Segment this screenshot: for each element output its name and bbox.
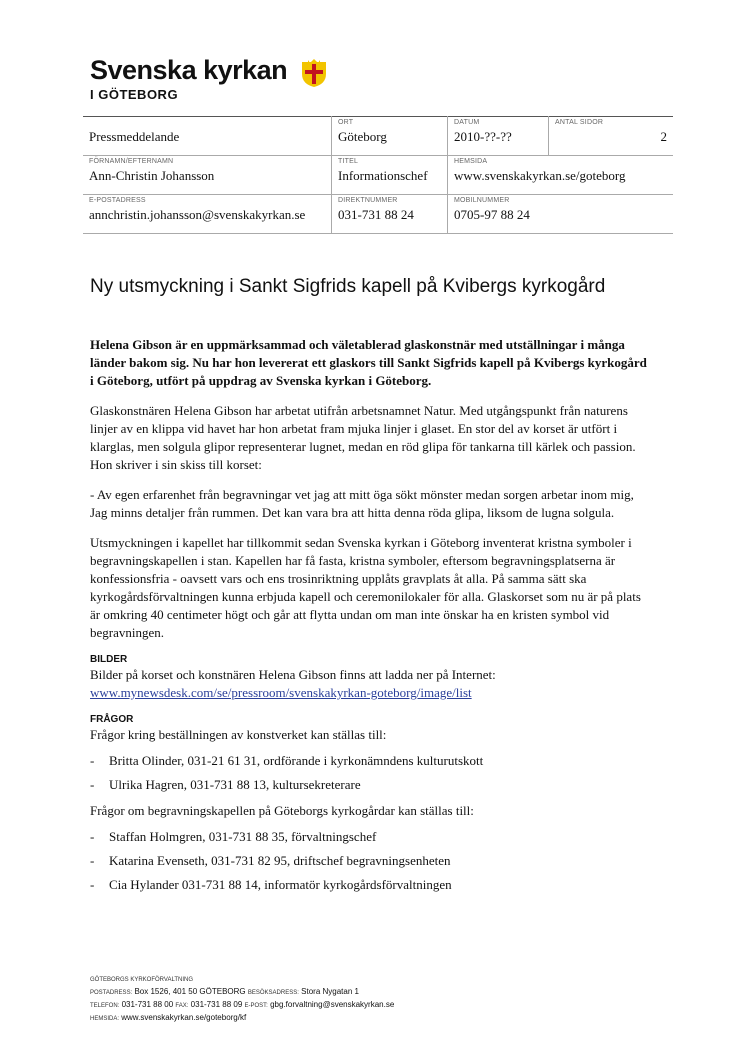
label-datum: DATUM bbox=[454, 119, 480, 126]
logo-subtitle: I GÖTEBORG bbox=[90, 87, 179, 102]
logo bbox=[90, 55, 287, 102]
footer-hemsida: www.svenskakyrkan.se/goteborg/kf bbox=[121, 1013, 247, 1022]
bilder-text: Bilder på korset och konstnären Helena Gibson finns att ladda ner på Internet: bbox=[90, 667, 496, 682]
label-direkt: DIREKTNUMMER bbox=[338, 197, 398, 204]
label-epost: E-POSTADRESS bbox=[89, 197, 146, 204]
epost-value: annchristin.johansson@svenskakyrkan.se bbox=[89, 207, 306, 222]
page-title: Ny utsmyckning i Sankt Sigfrids kapell på Kvibergs kyrkogård bbox=[90, 276, 606, 297]
contact-list-1 bbox=[90, 752, 650, 794]
article-body bbox=[90, 336, 650, 902]
antal-value: 2 bbox=[660, 129, 667, 144]
fragor-intro-1: Frågor kring beställningen av konstverket kan ställas till: bbox=[90, 727, 387, 742]
footer-label: POSTADRESS: bbox=[90, 990, 133, 996]
titel-value: Informationschef bbox=[338, 168, 428, 183]
footer-org: GÖTEBORGS KYRKOFÖRVALTNING bbox=[90, 977, 194, 983]
bilder-link[interactable]: www.mynewsdesk.com/se/pressroom/svenskakyrkan-goteborg/image/list bbox=[90, 685, 472, 700]
hemsida-value: www.svenskakyrkan.se/goteborg bbox=[454, 168, 626, 183]
label-titel: TITEL bbox=[338, 158, 359, 165]
bilder-heading: BILDER bbox=[90, 654, 128, 665]
contact-list-2 bbox=[90, 828, 650, 894]
label-antal: ANTAL SIDOR bbox=[555, 119, 604, 126]
list-item: - Staffan Holmgren, 031-731 88 35, förvaltningschef bbox=[90, 828, 650, 846]
header-table bbox=[83, 116, 673, 234]
lead-paragraph: Helena Gibson är en uppmärksammad och väletablerad glaskonstnär med utställningar i många länder bakom sig. Nu har hon levererat ett glaskors till Sankt Sigfrids kapell på Kvibergs kyrkogård i Göteborg, utfört på uppdrag av Svenska kyrkan i Göteborg. bbox=[90, 337, 647, 388]
list-item: - Katarina Evenseth, 031-731 82 95, driftschef begravningsenheten bbox=[90, 852, 650, 870]
footer-label: TELEFON: bbox=[90, 1003, 120, 1009]
doc-type: Pressmeddelande bbox=[89, 129, 180, 144]
footer-postadress: Box 1526, 401 50 GÖTEBORG bbox=[134, 987, 246, 996]
direkt-value: 031-731 88 24 bbox=[338, 207, 414, 222]
paragraph-1: Glaskonstnären Helena Gibson har arbetat utifrån arbetsnamnet Natur. Med utgångspunkt från naturens linjer av en klippa vid havet har hon arbetat fram mjuka linjer i glaset. En stor del av korset är utfört i klarglas, men solgula glipor representerar lugnet, medan en röd glipa för tankarna till kärlek och passion. Hon skriver i sin skiss till korset: bbox=[90, 403, 636, 472]
mobil-value: 0705-97 88 24 bbox=[454, 207, 530, 222]
label-namn: FÖRNAMN/EFTERNAMN bbox=[89, 158, 174, 165]
label-hemsida: HEMSIDA bbox=[454, 158, 488, 165]
namn-value: Ann-Christin Johansson bbox=[89, 168, 215, 183]
label-mobil: MOBILNUMMER bbox=[454, 197, 510, 204]
datum-value: 2010-??-?? bbox=[454, 129, 512, 144]
list-item: - Britta Olinder, 031-21 61 31, ordförande i kyrkonämndens kulturutskott bbox=[90, 752, 650, 770]
footer-epost: gbg.forvaltning@svenskakyrkan.se bbox=[270, 1000, 395, 1009]
fragor-heading: FRÅGOR bbox=[90, 714, 134, 725]
footer-label: BESÖKSADRESS: bbox=[247, 990, 299, 996]
footer-telefon: 031-731 88 00 bbox=[121, 1000, 174, 1009]
label-ort: ORT bbox=[338, 119, 354, 126]
footer bbox=[90, 974, 394, 1025]
paragraph-3: Utsmyckningen i kapellet har tillkommit sedan Svenska kyrkan i Göteborg inventerat kristna symboler i begravningskapellen i stan. Kapellen har få fasta, kristna symboler, eftersom begravningsplatserna är konfessionsfria - oavsett vars och ens trosinriktning upplåts gravplats åt alla. På samma sätt ska kyrkogårdsförvaltningen kunna erbjuda kapell och ceremonilokaler för alla. Glaskorset som nu är på plats är omkring 40 centimeter högt och går att flytta undan om man inte önskar ha en kristen symbol vid begravningen. bbox=[90, 535, 641, 640]
fragor-intro-2: Frågor om begravningskapellen på Göteborgs kyrkogårdar kan ställas till: bbox=[90, 803, 474, 818]
footer-label: HEMSIDA: bbox=[90, 1016, 120, 1022]
footer-line-1 bbox=[90, 986, 394, 999]
list-item: - Ulrika Hagren, 031-731 88 13, kultursekreterare bbox=[90, 776, 650, 794]
logo-wordmark: Svenska kyrkan bbox=[90, 55, 288, 85]
footer-besoksadress: Stora Nygatan 1 bbox=[301, 987, 359, 996]
footer-line-3 bbox=[90, 1012, 394, 1025]
list-item: - Cia Hylander 031-731 88 14, informatör kyrkogårdsförvaltningen bbox=[90, 876, 650, 894]
crest-icon bbox=[300, 58, 328, 88]
footer-label: E-POST: bbox=[244, 1003, 268, 1009]
paragraph-2: - Av egen erfarenhet från begravningar vet jag att mitt öga sökt mönster medan sorgen arbetar inom mig, Jag minns detaljer från rummen. Det kan vara bra att hitta denna röda glipa, liksom de lugna solgula. bbox=[90, 487, 634, 520]
footer-fax: 031-731 88 09 bbox=[190, 1000, 243, 1009]
footer-label: FAX: bbox=[175, 1003, 189, 1009]
ort-value: Göteborg bbox=[338, 129, 387, 144]
footer-line-2 bbox=[90, 999, 394, 1012]
